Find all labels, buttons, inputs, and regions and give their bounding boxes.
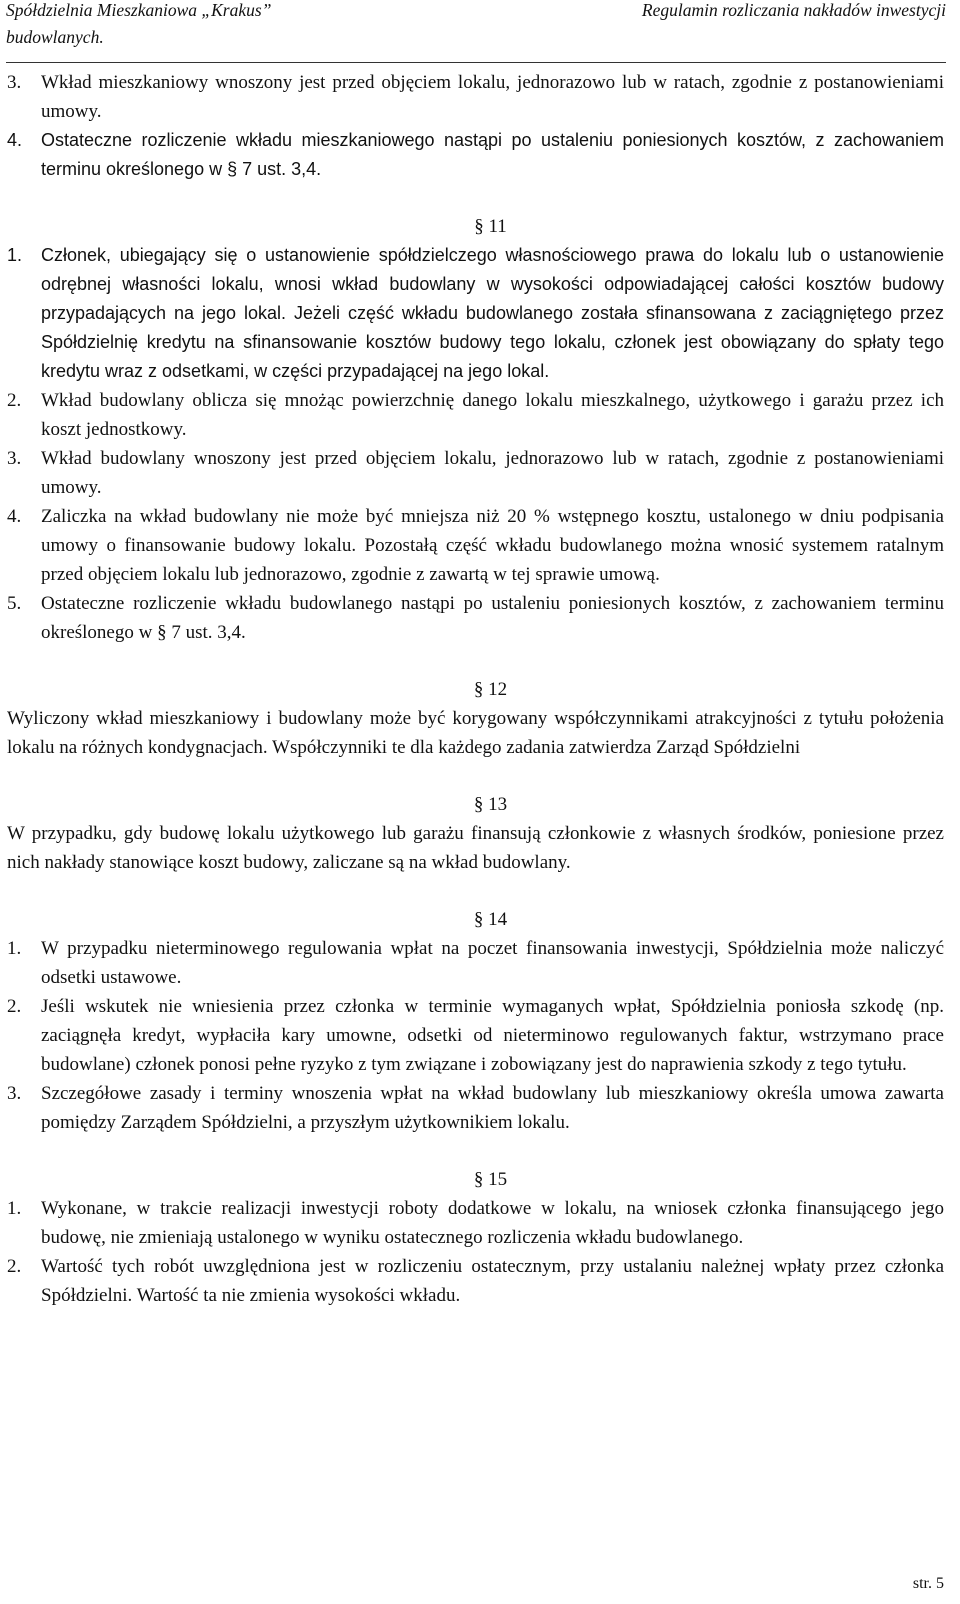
item-number: 4. [7, 506, 22, 527]
list-item [7, 68, 944, 126]
section-heading: § 15 [473, 1169, 508, 1190]
section-heading: § 11 [474, 216, 507, 237]
item-text: Zaliczka na wkład budowlany nie może być mniejsza niż 20 % wstępnego kosztu, ustalonego w dniu podpisania umowy o finansowanie budowy lokalu. Pozostałą część wkładu budowlanego można wnosić systemem ratalnym przed objęciem lokalu lub jednorazowo, zgodnie z zawartą w tej sprawie umową. [41, 506, 944, 585]
header-organization: Spółdzielnia Mieszkaniowa „Krakus” [6, 0, 272, 20]
item-number: 1. [7, 245, 23, 265]
list-item [7, 502, 944, 589]
list-item [7, 126, 944, 184]
paragraph: W przypadku, gdy budowę lokalu użytkowego lub garażu finansują członkowie z własnych środków, poniesione przez nich nakłady stanowiące koszt budowy, zaliczane są na wkład budowlany. [7, 823, 944, 873]
section-heading: § 13 [473, 794, 508, 815]
item-text: Ostateczne rozliczenie wkładu mieszkaniowego nastąpi po ustaleniu poniesionych kosztów, z zachowaniem terminu określonego w § 7 ust. 3,4. [41, 130, 944, 179]
list-item [7, 241, 944, 386]
item-text: Członek, ubiegający się o ustanowienie spółdzielczego własnościowego prawa do lokalu lub o ustanowienie odrębnej własności lokalu, wnosi wkład budowlany w wysokości odpowiadającej całości kosztów budowy przypadających na jego lokal. Jeżeli część wkładu budowlanego została sfinansowana z zaciągniętego przez Spółdzielnię kredytu na sfinansowanie kosztów budowy tego lokalu, członek jest obowiązany do spłaty tego kredytu wraz z odsetkami, w części przypadającej na jego lokal. [41, 245, 944, 381]
document-body [7, 68, 944, 1310]
item-number: 4. [7, 130, 23, 150]
item-text: Wartość tych robót uwzględniona jest w rozliczeniu ostatecznym, przy ustalaniu należnej wpłaty przez członka Spółdzielni. Wartość ta nie zmienia wysokości wkładu. [41, 1256, 944, 1306]
item-number: 3. [7, 72, 22, 93]
list-item [7, 444, 944, 502]
section-heading: § 12 [473, 679, 508, 700]
list-item [7, 386, 944, 444]
item-text: Ostateczne rozliczenie wkładu budowlanego nastąpi po ustaleniu poniesionych kosztów, z zachowaniem terminu określonego w § 7 ust. 3,4. [41, 593, 944, 643]
page-number: str. 5 [912, 1575, 944, 1592]
item-number: 5. [7, 593, 22, 614]
list-item [7, 589, 944, 647]
item-text: W przypadku nieterminowego regulowania wpłat na poczet finansowania inwestycji, Spółdzielnia może naliczyć odsetki ustawowe. [41, 938, 944, 988]
item-number: 2. [7, 1256, 22, 1277]
list-item [7, 934, 944, 992]
item-text: Wkład mieszkaniowy wnoszony jest przed objęciem lokalu, jednorazowo lub w ratach, zgodnie z postanowieniami umowy. [41, 72, 944, 122]
item-number: 1. [7, 938, 22, 959]
item-text: Wkład budowlany wnoszony jest przed objęciem lokalu, jednorazowo lub w ratach, zgodnie z postanowieniami umowy. [41, 448, 944, 498]
item-number: 2. [7, 996, 22, 1017]
list-item [7, 992, 944, 1079]
section-heading: § 14 [473, 909, 508, 930]
page-header [6, 0, 946, 63]
header-organization-continued: budowlanych. [6, 27, 104, 47]
item-text: Wykonane, w trakcie realizacji inwestycji roboty dodatkowe w lokalu, na wniosek członka finansującego jego budowę, nie zmieniają ustalonego w wyniku ostatecznego rozliczenia wkładu budowlanego. [41, 1198, 944, 1248]
item-number: 3. [7, 1083, 22, 1104]
paragraph: Wyliczony wkład mieszkaniowy i budowlany może być korygowany współczynnikami atrakcyjności z tytułu położenia lokalu na różnych kondygnacjach. Współczynniki te dla każdego zadania zatwierdza Zarząd Spółdzielni [7, 708, 944, 758]
item-number: 2. [7, 390, 22, 411]
list-item [7, 1252, 944, 1310]
item-number: 1. [7, 1198, 22, 1219]
list-item [7, 1194, 944, 1252]
item-number: 3. [7, 448, 22, 469]
item-text: Szczegółowe zasady i terminy wnoszenia wpłat na wkład budowlany lub mieszkaniowy określa umowa zawarta pomiędzy Zarządem Spółdzielni, a przyszłym użytkownikiem lokalu. [41, 1083, 944, 1133]
item-text: Jeśli wskutek nie wniesienia przez członka w terminie wymaganych wpłat, Spółdzielnia poniosła szkodę (np. zaciągnęła kredyt, wypłaciła kary umowne, odsetki od nieterminowo regulowanych faktur, wstrzymano prace budowlane) członek ponosi pełne ryzyko z tym związane i zobowiązany jest do naprawienia szkody z tego tytułu. [41, 996, 944, 1075]
item-text: Wkład budowlany oblicza się mnożąc powierzchnię danego lokalu mieszkalnego, użytkowego i garażu przez ich koszt jednostkowy. [41, 390, 944, 440]
header-document-title: Regulamin rozliczania nakładów inwestycji [641, 0, 946, 20]
list-item [7, 1079, 944, 1137]
